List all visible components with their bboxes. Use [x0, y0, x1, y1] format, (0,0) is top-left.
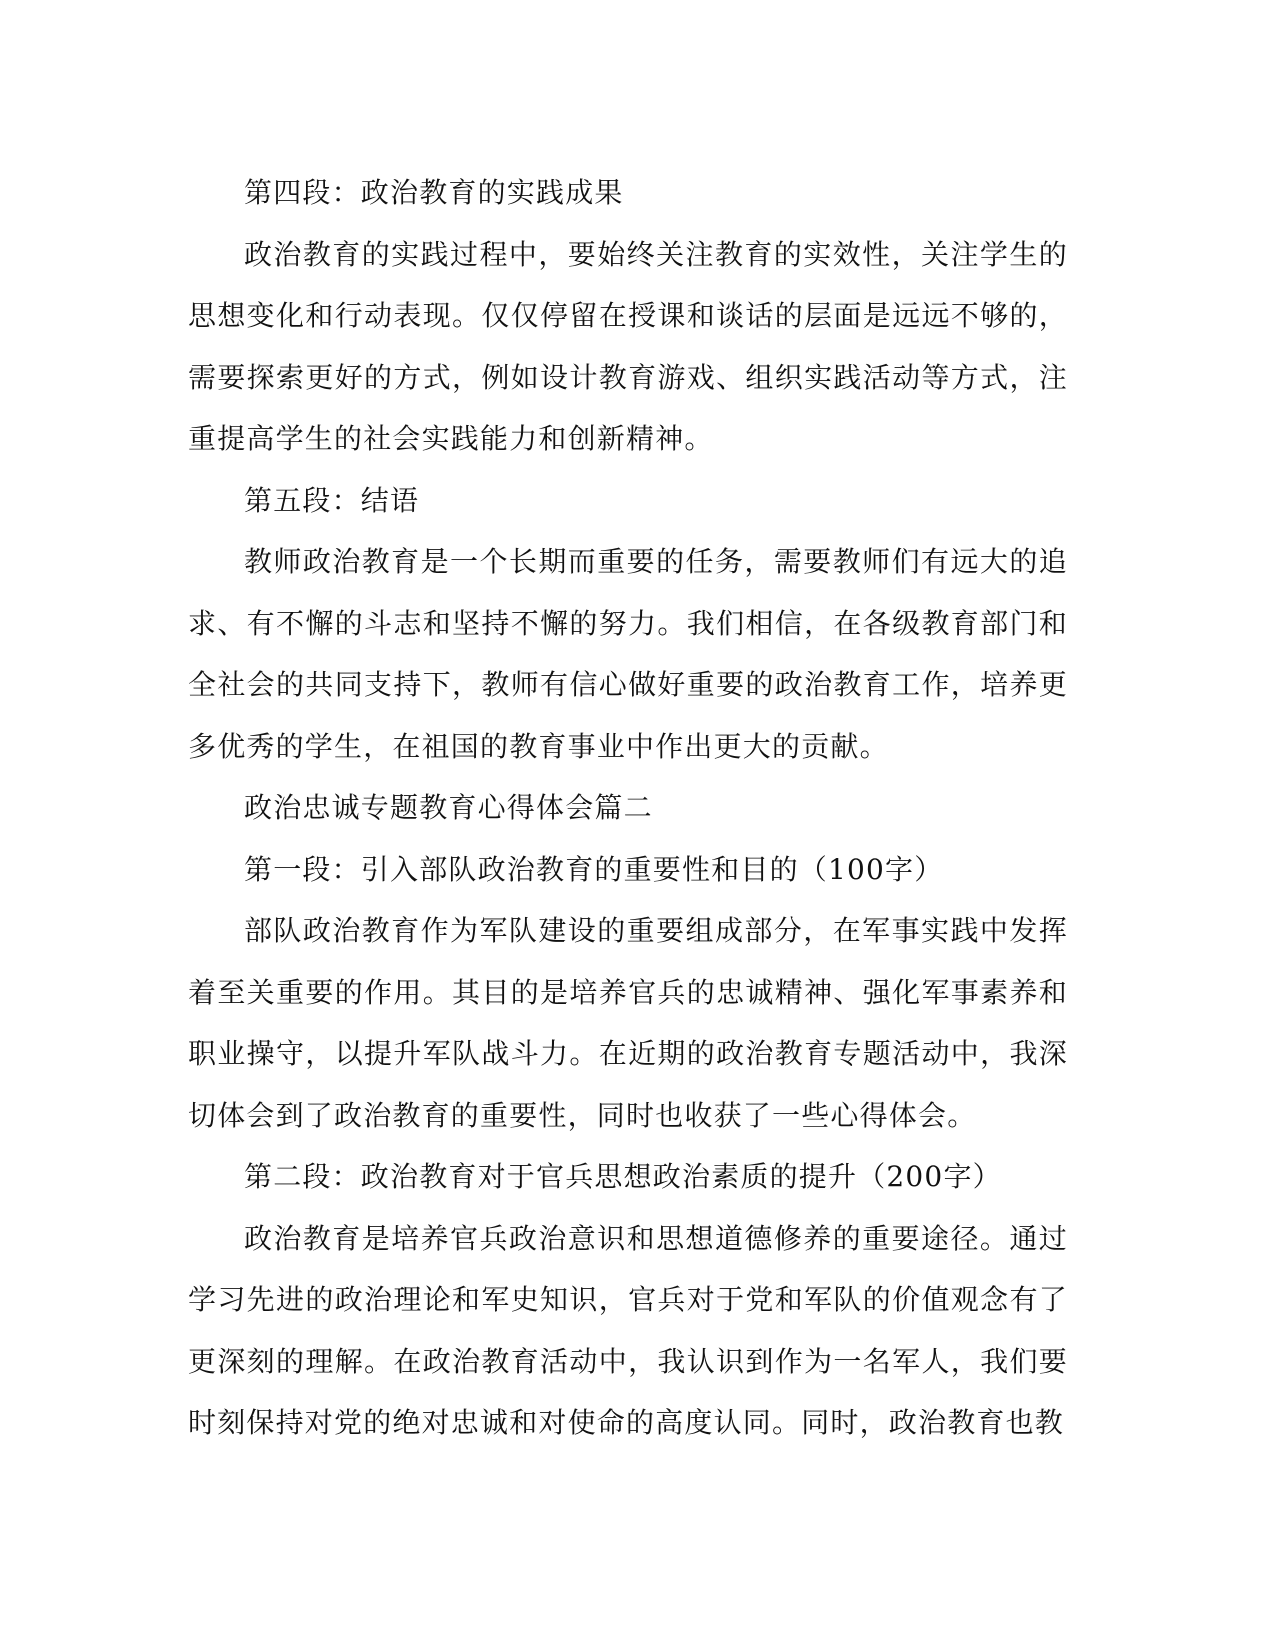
section-heading-five: 第五段：结语: [244, 483, 420, 517]
paragraph-conclusion: 教师政治教育是一个长期而重要的任务，需要教师们有远大的追求、有不懈的斗志和坚持不懈的努力。我们相信，在各级教育部门和全社会的共同支持下，教师有信心做好重要的政治教育工作，培养更多优秀的学生，在祖国的教育事业中作出更大的贡献。: [188, 545, 1068, 763]
paragraph-importance: 部队政治教育作为军队建设的重要组成部分，在军事实践中发挥着至关重要的作用。其目的是培养官兵的忠诚精神、强化军事素养和职业操守，以提升军队战斗力。在近期的政治教育专题活动中，我深切体会到了政治教育的重要性，同时也收获了一些心得体会。: [188, 914, 1068, 1132]
section-heading-two: 第二段：政治教育对于官兵思想政治素质的提升（200字）: [244, 1160, 1002, 1193]
paragraph-practice-results: 政治教育的实践过程中，要始终关注教育的实效性，关注学生的思想变化和行动表现。仅仅停留在授课和谈话的层面是远远不够的，需要探索更好的方式，例如设计教育游戏、组织实践活动等方式，注重提高学生的社会实践能力和创新精神。: [188, 237, 1068, 455]
section-heading-one: 第一段：引入部队政治教育的重要性和目的（100字）: [244, 852, 944, 886]
paragraph-ideological-quality: 政治教育是培养官兵政治意识和思想道德修养的重要途径。通过学习先进的政治理论和军史知识，官兵对于党和军队的价值观念有了更深刻的理解。在政治教育活动中，我认识到作为一名军人，我们要时刻保持对党的绝对忠诚和对使命的高度认同。同时，政治教育也教: [188, 1221, 1068, 1439]
section-heading-four: 第四段：政治教育的实践成果: [244, 176, 624, 209]
article-title-part-two: 政治忠诚专题教育心得体会篇二: [244, 791, 653, 824]
document-body: [188, 162, 1068, 1454]
